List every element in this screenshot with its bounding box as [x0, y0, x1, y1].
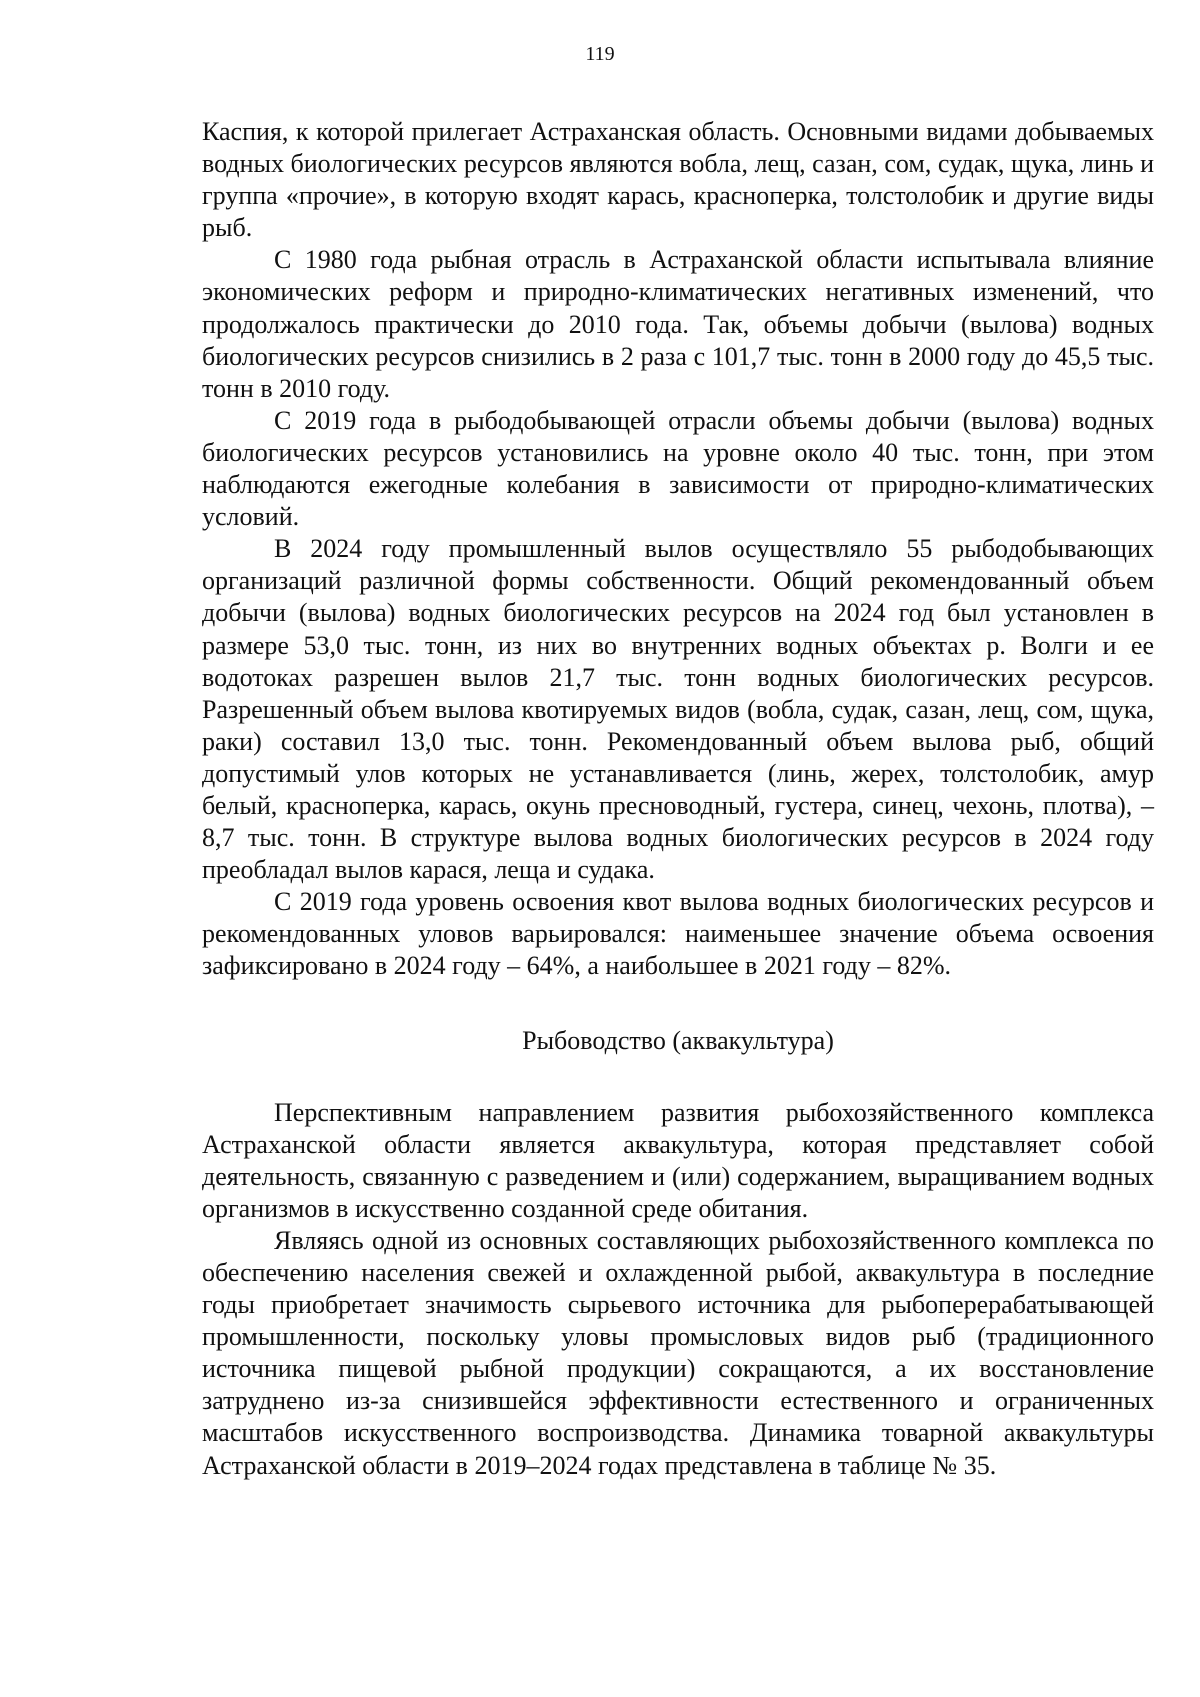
- paragraph-quota-utilization: С 2019 года уровень освоения квот вылова водных биологических ресурсов и рекомендованных уловов варьировался: наименьшее значение объема освоения зафиксировано в 2024 году – 64%, а наибольшее в 2021 году – 82%.: [202, 887, 1154, 981]
- paragraph-aquaculture-perspective: Перспективным направлением развития рыбохозяйственного комплекса Астраханской области является аквакультура, которая представляет собой деятельность, связанную с разведением и (или) содержанием, выращиванием водных организмов в искусственно созданной среде обитания.: [202, 1097, 1154, 1223]
- paragraph-caspian-continuation: Каспия, к которой прилегает Астраханская область. Основными видами добываемых водных биологических ресурсов являются вобла, лещ, сазан, сом, судак, щука, линь и группа «прочие», в которую входят карась, красноперка, толстолобик и другие виды рыб.: [202, 117, 1154, 243]
- page-number: 119: [585, 43, 615, 65]
- paragraph-2024-industrial-catch: В 2024 году промышленный вылов осуществляло 55 рыбодобывающих организаций различной формы собственности. Общий рекомендованный объем добычи (вылова) водных биологических ресурсов на 2024 год был установлен в размере 53,0 тыс. тонн, из них во внутренних водных объектах р. Волги и ее водотоках разрешен вылов 21,7 тыс. тонн водных биологических ресурсов. Разрешенный объем вылова квотируемых видов (вобла, судак, сазан, лещ, сом, щука, раки) составил 13,0 тыс. тонн. Рекомендованный объем вылова рыб, общий допустимый улов которых не устанавливается (линь, жерех, толстолобик, амур белый, красноперка, карась, окунь пресноводный, густера, синец, чехонь, плотва), – 8,7 тыс. тонн. В структуре вылова водных биологических ресурсов в 2024 году преобладал вылов карася, леща и судака.: [202, 534, 1154, 885]
- paragraph-aquaculture-importance: Являясь одной из основных составляющих рыбохозяйственного комплекса по обеспечению населения свежей и охлажденной рыбой, аквакультура в последние годы приобретает значимость сырьевого источника для рыбоперерабатывающей промышленности, поскольку уловы промысловых видов рыб (традиционного источника пищевой рыбной продукции) сокращаются, а их восстановление затруднено из-за снизившейся эффективности естественного и ограниченных масштабов искусственного воспроизводства. Динамика товарной аквакультуры Астраханской области в 2019–2024 годах представлена в таблице № 35.: [202, 1225, 1154, 1480]
- paragraph-1980-decline: С 1980 года рыбная отрасль в Астраханской области испытывала влияние экономических реформ и природно-климатических негативных изменений, что продолжалось практически до 2010 года. Так, объемы добычи (вылова) водных биологических ресурсов снизились в 2 раза с 101,7 тыс. тонн в 2000 году до 45,5 тыс. тонн в 2010 году.: [202, 245, 1154, 403]
- paragraph-2019-catch-level: С 2019 года в рыбодобывающей отрасли объемы добычи (вылова) водных биологических ресурсов установились на уровне около 40 тыс. тонн, при этом наблюдаются ежегодные колебания в зависимости от природно-климатических условий.: [202, 405, 1154, 532]
- section-heading-aquaculture: Рыбоводство (аквакультура): [522, 1025, 834, 1055]
- page-body: [202, 116, 1154, 1482]
